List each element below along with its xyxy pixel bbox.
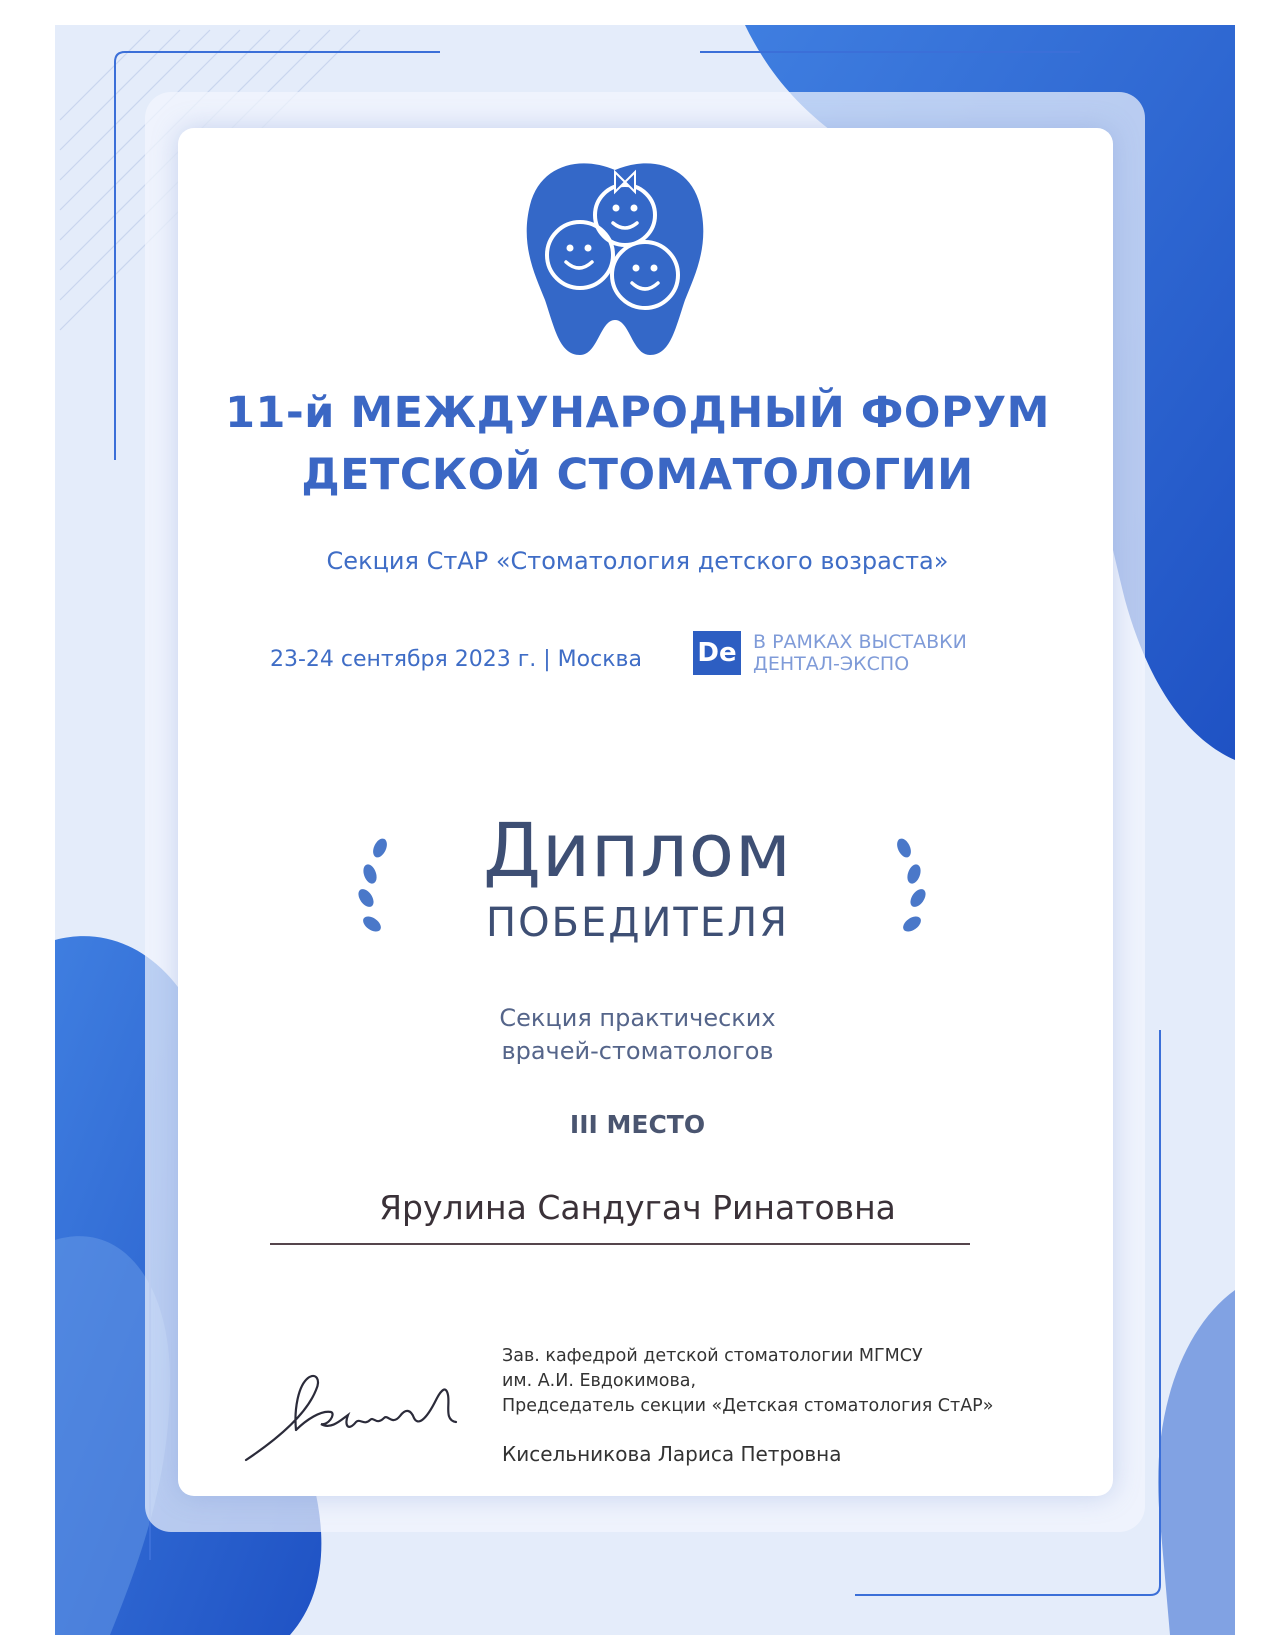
section-name: Секция СтАР «Стоматология детского возраста» bbox=[326, 547, 949, 575]
handwritten-signature bbox=[236, 1360, 471, 1465]
expo-line2: ДЕНТАЛ-ЭКСПО bbox=[753, 653, 910, 675]
dental-expo-logo-icon: De bbox=[693, 631, 741, 675]
signatory-line3: Председатель секции «Детская стоматология СтАР» bbox=[502, 1396, 994, 1416]
signatory-name: Кисельникова Лариса Петровна bbox=[502, 1442, 842, 1466]
expo-line1: В РАМКАХ ВЫСТАВКИ bbox=[753, 631, 967, 653]
signatory-position bbox=[502, 1344, 1062, 1419]
award-category bbox=[0, 1002, 1275, 1068]
diploma-subtitle: ПОБЕДИТЕЛЯ bbox=[485, 900, 790, 946]
category-line2: врачей-стоматологов bbox=[501, 1037, 774, 1065]
forum-title-line1: 11-й МЕЖДУНАРОДНЫЙ ФОРУМ bbox=[225, 388, 1050, 438]
name-underline bbox=[270, 1243, 970, 1245]
diploma-title: Диплом bbox=[483, 808, 792, 894]
signatory-line1: Зав. кафедрой детской стоматологии МГМСУ bbox=[502, 1346, 923, 1366]
place-label: III МЕСТО bbox=[569, 1110, 706, 1139]
forum-title bbox=[0, 382, 1275, 506]
tooth-faces-logo-icon bbox=[520, 160, 710, 360]
forum-title-line2: ДЕТСКОЙ СТОМАТОЛОГИИ bbox=[301, 450, 974, 500]
category-line1: Секция практических bbox=[499, 1004, 776, 1032]
expo-text bbox=[753, 631, 1013, 675]
signatory-line2: им. А.И. Евдокимова, bbox=[502, 1371, 697, 1391]
recipient-name: Ярулина Сандугач Ринатовна bbox=[379, 1188, 896, 1227]
date-location: 23-24 сентября 2023 г. | Москва bbox=[270, 647, 642, 672]
